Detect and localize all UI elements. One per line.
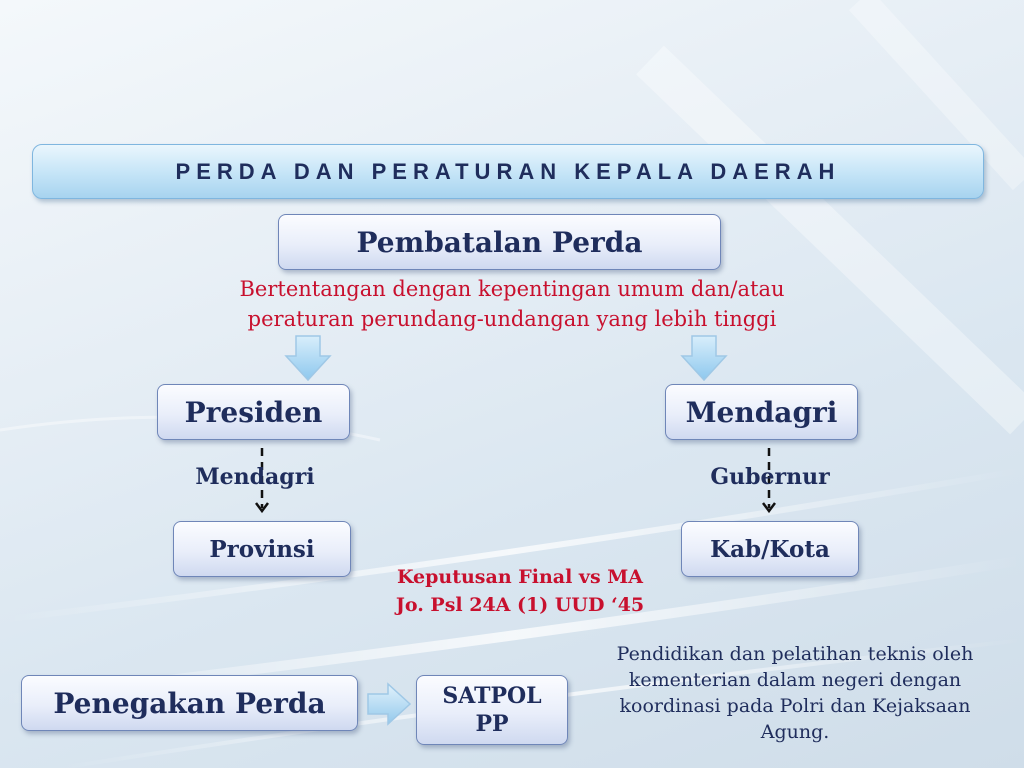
mendagri-box xyxy=(665,384,858,440)
via-mendagri-label: Mendagri xyxy=(195,464,315,490)
training-note-line-2: kementerian dalam negeri dengan xyxy=(628,669,962,691)
final-decision-note xyxy=(350,563,690,619)
condition-line-2: peraturan perundang-undangan yang lebih tinggi xyxy=(247,307,777,331)
provinsi-box xyxy=(173,521,351,577)
satpol-pp-box xyxy=(416,675,568,745)
provinsi-label: Provinsi xyxy=(209,535,315,563)
mendagri-label: Mendagri xyxy=(685,395,838,429)
presiden-label: Presiden xyxy=(184,395,323,429)
presiden-box xyxy=(157,384,350,440)
training-note-line-3: koordinasi pada Polri dan Kejaksaan xyxy=(619,695,971,717)
satpol-label-line-2: PP xyxy=(475,711,509,737)
condition-line-1: Bertentangan dengan kepentingan umum dan/atau xyxy=(239,277,785,301)
training-note-line-4: Agung. xyxy=(760,721,830,743)
training-note-line-1: Pendidikan dan pelatihan teknis oleh xyxy=(616,643,974,665)
satpol-label-line-1: SATPOL xyxy=(442,683,542,709)
penegakan-perda-label: Penegakan Perda xyxy=(53,686,326,720)
down-arrow-left-icon xyxy=(286,336,330,380)
training-note xyxy=(575,641,1015,745)
right-arrow-icon xyxy=(368,684,410,724)
final-note-line-2: Jo. Psl 24A (1) UUD ‘45 xyxy=(395,594,645,616)
pembatalan-perda-label: Pembatalan Perda xyxy=(356,225,643,259)
via-gubernur-label: Gubernur xyxy=(710,464,830,490)
kab-kota-label: Kab/Kota xyxy=(710,535,830,563)
page-title: PERDA DAN PERATURAN KEPALA DAERAH xyxy=(175,158,841,184)
down-arrow-right-icon xyxy=(682,336,726,380)
penegakan-perda-box xyxy=(21,675,358,731)
final-note-line-1: Keputusan Final vs MA xyxy=(396,566,644,588)
kab-kota-box xyxy=(681,521,859,577)
